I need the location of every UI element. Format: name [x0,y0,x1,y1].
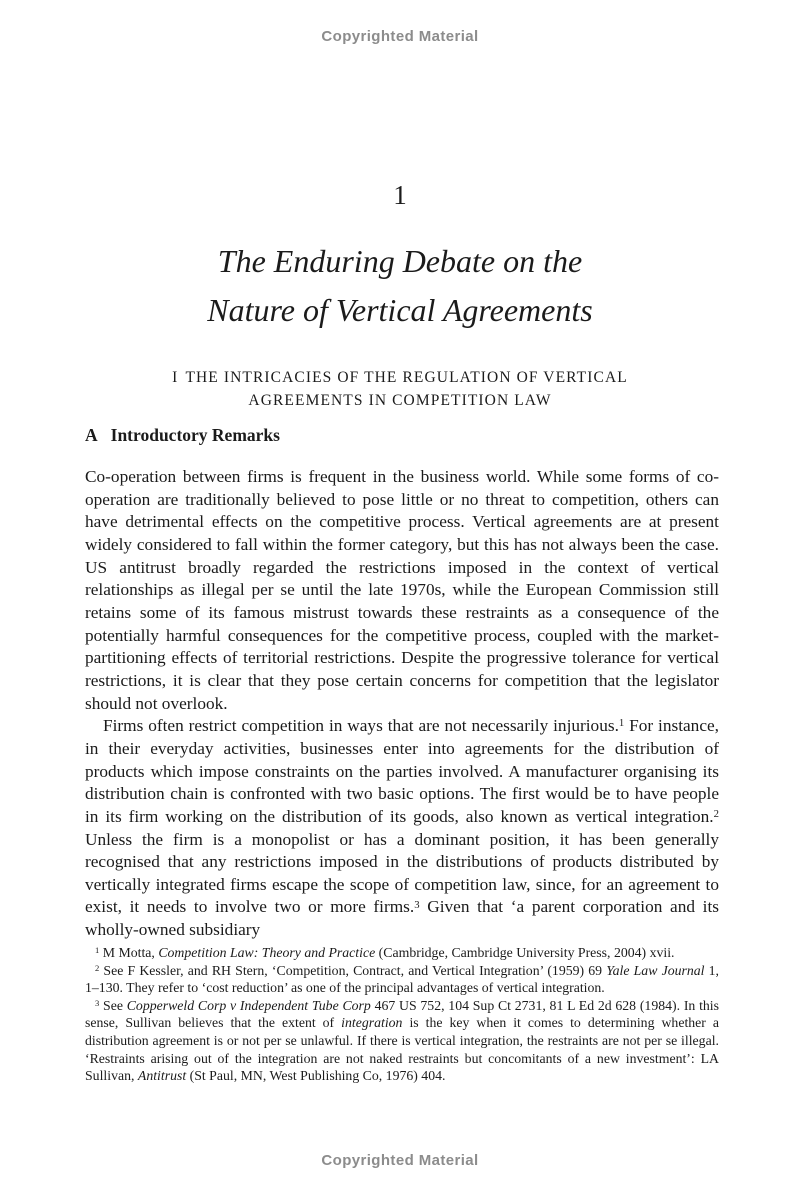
footnotes [85,944,719,1085]
subsection-title: Introductory Remarks [110,425,280,445]
footnote-3: $^3$ See Copperweld Corp v Independent Tube Corp 467 US 752, 104 Sup Ct 2731, 81 L Ed 2d 628 (1984). In this sense, Sullivan believes that the extent of integration is the key when it comes to determining whether a distribution agreement is or not per se unlawful. If there is vertical integration, the restraints are not per se illegal. ‘Restraints arising out of the integration are not naked restraints but concomitants of a new investment’: LA Sullivan, Antitrust (St Paul, MN, West Publishing Co, 1976) 404. [85,997,719,1084]
subsection-heading [85,425,280,446]
footnote-1: $^1$ M Motta, Competition Law: Theory and Practice (Cambridge, Cambridge University Press, 2004) xvii. [95,945,675,960]
body-paragraph-2: Firms often restrict competition in ways that are not necessarily injurious.$^1$ For instance, in their everyday activities, businesses enter into agreements for the distribution of products which impose constraints on the parties involved. A manufacturer organising its distribution chain is confronted with two basic options. The first would be to have people in its firm working on the distribution of its goods, also known as vertical integration.$^2$ Unless the firm is a monopolist or has a dominant position, it has been generally recognised that any restrictions imposed in the distributions of products distributed by vertically integrated firms escape the scope of competition law, since, for an agreement to exist, it needs to involve two or more firms.$^3$ Given that ‘a parent corporation and its wholly-owned subsidiary [85,716,719,940]
subsection-label: A [85,425,98,445]
section-heading [0,366,800,412]
copyright-watermark-top: Copyrighted Material [321,28,479,45]
footnote-2: $^2$ See F Kessler, and RH Stern, ‘Competition, Contract, and Vertical Integration’ (1959) 69 Yale Law Journal 1, 1–130. They refer to ‘cost reduction’ as one of the principal advantages of vertical integration. [85,962,720,996]
section-heading-text1: THE INTRICACIES OF THE REGULATION OF VERTICAL [185,369,628,386]
section-heading-line2: AGREEMENTS IN COMPETITION LAW [248,392,552,409]
section-numeral: I [172,369,179,386]
chapter-number: 1 [393,180,407,210]
chapter-title-line2: Nature of Vertical Agreements [207,292,593,328]
copyright-watermark-bottom: Copyrighted Material [321,1152,479,1169]
body-paragraph-1: Co-operation between firms is frequent in the business world. While some forms of co-operation are traditionally believed to pose little or no threat to competition, others can have detrimental effects on the competitive process. Vertical agreements are at present widely considered to fall within the former category, but this has not always been the case. US antitrust broadly regarded the restrictions imposed in the context of vertical relationships as illegal per se until the late 1970s, while the European Commission still retains some of its famous mistrust towards these restraints as a consequence of the potentially harmful consequences for the competitive process, coupled with the market-partitioning effects of territorial restrictions. Despite the progressive tolerance for vertical restrictions, it is clear that they pose certain concerns for competition that the legislator should not overlook. [85,467,719,713]
chapter-title [0,237,800,335]
chapter-title-line1: The Enduring Debate on the [217,243,583,279]
body-text [85,466,719,942]
section-heading-line1 [0,366,800,389]
